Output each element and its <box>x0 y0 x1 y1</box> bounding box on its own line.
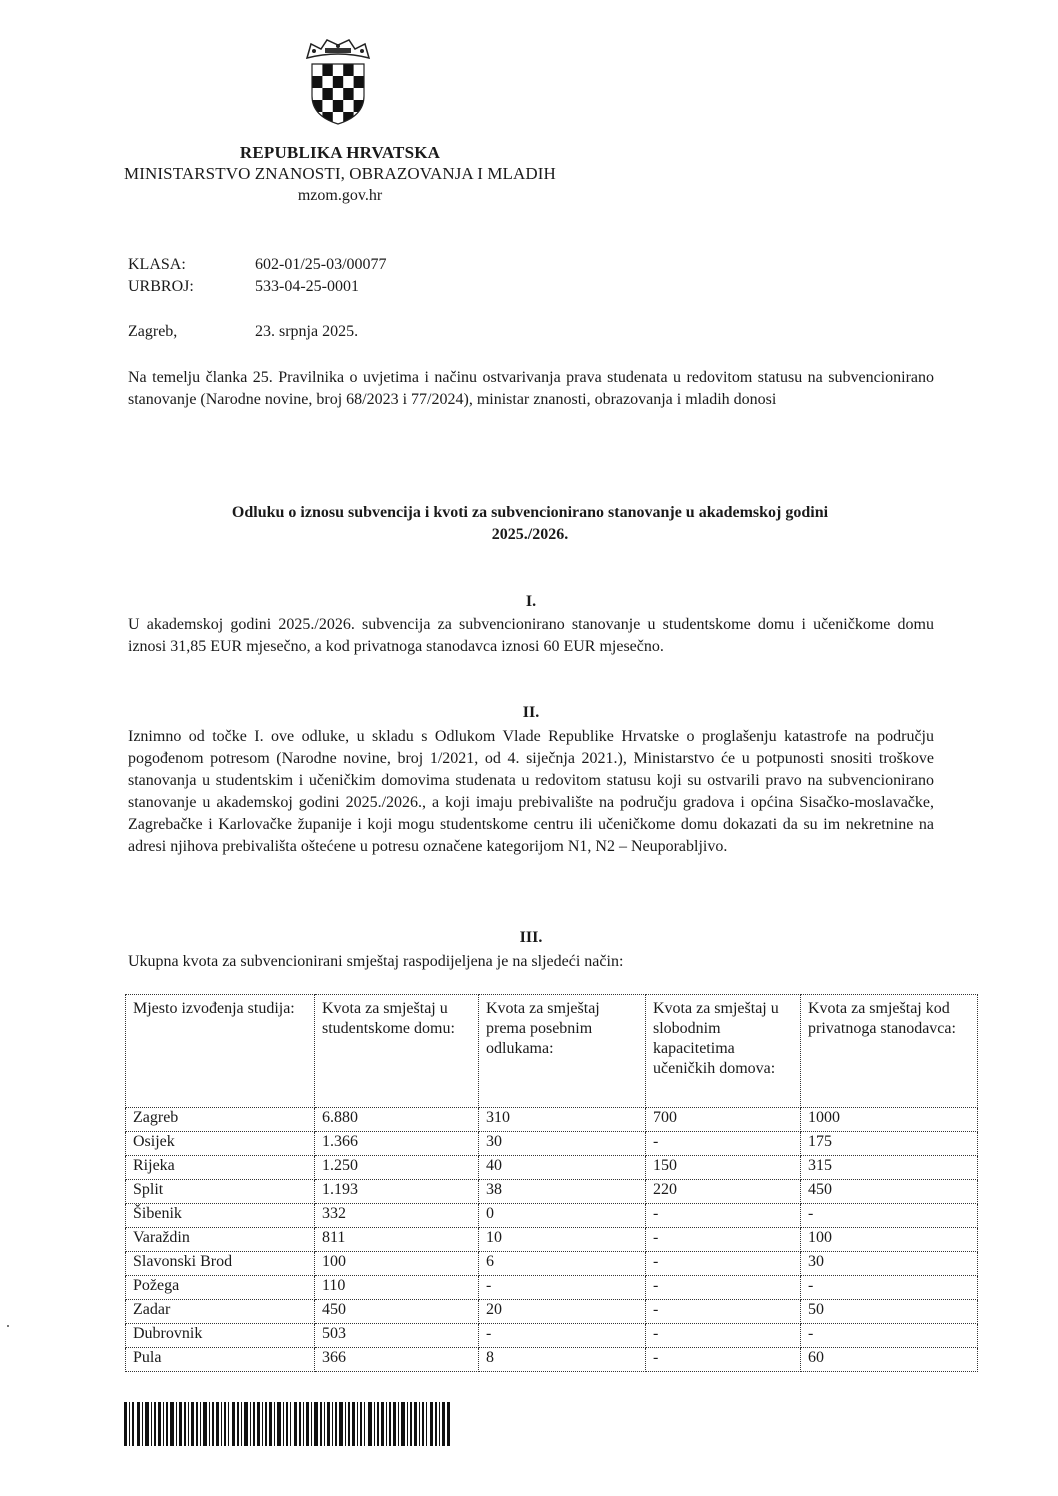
cell-student-dorm: 100 <box>315 1252 479 1276</box>
cell-city: Dubrovnik <box>126 1324 315 1348</box>
cell-private: 450 <box>801 1180 978 1204</box>
cell-city: Slavonski Brod <box>126 1252 315 1276</box>
header-pupil-dorm-quota: Kvota za smještaj u slobodnim kapacitetima učeničkih domova: <box>646 995 801 1108</box>
ministry-website: mzom.gov.hr <box>297 187 383 204</box>
section-1-text: U akademskoj godini 2025./2026. subvencija za subvencionirano stanovanje u studentskome domu i učeničkome domu iznosi 31,85 EUR mjesečno, a kod privatnoga stanodavca iznosi 60 EUR mjesečno. <box>128 616 934 655</box>
urbroj-label: URBROJ: <box>128 278 194 295</box>
cell-pupil-dorm: - <box>646 1324 801 1348</box>
margin-mark <box>7 1325 9 1327</box>
cell-special: 40 <box>479 1156 646 1180</box>
cell-student-dorm: 503 <box>315 1324 479 1348</box>
cell-private: 60 <box>801 1348 978 1372</box>
cell-special: - <box>479 1276 646 1300</box>
cell-private: 175 <box>801 1132 978 1156</box>
cell-private: 1000 <box>801 1108 978 1132</box>
preamble-paragraph: Na temelju članka 25. Pravilnika o uvjetima i načinu ostvarivanja prava studenata u redovitom statusu na subvencionirano stanovanje (Narodne novine, broj 68/2023 i 77/2024), ministar znanosti, obrazovanja i mladih donosi <box>128 369 934 408</box>
cell-pupil-dorm: - <box>646 1276 801 1300</box>
cell-private: 100 <box>801 1228 978 1252</box>
cell-student-dorm: 6.880 <box>315 1108 479 1132</box>
cell-pupil-dorm: - <box>646 1252 801 1276</box>
country-name: REPUBLIKA HRVATSKA <box>239 143 441 162</box>
cell-student-dorm: 332 <box>315 1204 479 1228</box>
urbroj-value: 533-04-25-0001 <box>255 278 359 295</box>
cell-special: 20 <box>479 1300 646 1324</box>
cell-pupil-dorm: - <box>646 1132 801 1156</box>
table-row <box>126 1324 978 1348</box>
table-row <box>126 1252 978 1276</box>
section-1-number: I. <box>525 593 537 610</box>
decision-title-line2: 2025./2026. <box>491 526 569 543</box>
table-row <box>126 1300 978 1324</box>
section-2-text: Iznimno od točke I. ove odluke, u skladu s Odlukom Vlade Republike Hrvatske o proglašenju katastrofe na području pogođenom potresom (Narodne novine, broj 1/2021, od 4. siječnja 2021.), Ministarstvo će u potpunosti snositi troškove stanovanja u studentskim i učeničkim domovima studenata u redovitom statusu koji su ostvarili pravo na subvencionirano stanovanje u akademskoj godini 2025./2026., a koji imaju prebivalište na području gradova i općina Sisačko-moslavačke, Zagrebačke i Karlovačke županije i koji mogu studentskome centru ili učeničkome domu dokazati da su im nekretnine na adresi njihova prebivališta oštećene u potresu označene kategorijom N1, N2 – Neuporabljivo. <box>128 728 934 855</box>
table-row <box>126 1156 978 1180</box>
cell-private: - <box>801 1324 978 1348</box>
cell-student-dorm: 1.366 <box>315 1132 479 1156</box>
header-student-dorm-quota: Kvota za smještaj u studentskome domu: <box>315 995 479 1108</box>
section-3-number: III. <box>519 929 543 946</box>
cell-private: - <box>801 1276 978 1300</box>
cell-student-dorm: 1.193 <box>315 1180 479 1204</box>
cell-pupil-dorm: - <box>646 1204 801 1228</box>
cell-city: Osijek <box>126 1132 315 1156</box>
cell-pupil-dorm: 150 <box>646 1156 801 1180</box>
section-2-number: II. <box>522 704 540 721</box>
cell-special: 0 <box>479 1204 646 1228</box>
place-label: Zagreb, <box>128 323 178 340</box>
cell-special: 30 <box>479 1132 646 1156</box>
cell-student-dorm: 1.250 <box>315 1156 479 1180</box>
cell-city: Požega <box>126 1276 315 1300</box>
cell-student-dorm: 450 <box>315 1300 479 1324</box>
klasa-label: KLASA: <box>128 256 186 273</box>
table-row <box>126 1204 978 1228</box>
cell-pupil-dorm: 220 <box>646 1180 801 1204</box>
cell-special: 38 <box>479 1180 646 1204</box>
cell-private: 315 <box>801 1156 978 1180</box>
quota-table <box>125 994 978 1372</box>
document-date: 23. srpnja 2025. <box>255 323 359 340</box>
cell-special: 10 <box>479 1228 646 1252</box>
table-row <box>126 1276 978 1300</box>
cell-special: 8 <box>479 1348 646 1372</box>
cell-private: 30 <box>801 1252 978 1276</box>
table-row <box>126 1132 978 1156</box>
table-row <box>126 1228 978 1252</box>
cell-student-dorm: 366 <box>315 1348 479 1372</box>
cell-student-dorm: 110 <box>315 1276 479 1300</box>
cell-city: Pula <box>126 1348 315 1372</box>
header-special-decisions-quota: Kvota za smještaj prema posebnim odlukama: <box>479 995 646 1108</box>
cell-city: Split <box>126 1180 315 1204</box>
cell-private: - <box>801 1204 978 1228</box>
cell-special: 6 <box>479 1252 646 1276</box>
barcode-icon <box>124 1402 450 1446</box>
cell-pupil-dorm: 700 <box>646 1108 801 1132</box>
table-row <box>126 1348 978 1372</box>
cell-private: 50 <box>801 1300 978 1324</box>
cell-city: Šibenik <box>126 1204 315 1228</box>
cell-city: Varaždin <box>126 1228 315 1252</box>
cell-pupil-dorm: - <box>646 1228 801 1252</box>
coat-of-arms-icon <box>303 36 373 126</box>
cell-city: Zadar <box>126 1300 315 1324</box>
decision-title-line1: Odluku o iznosu subvencija i kvoti za subvencionirano stanovanje u akademskoj godini <box>231 504 829 521</box>
table-header-row <box>126 995 978 1108</box>
klasa-value: 602-01/25-03/00077 <box>255 256 387 273</box>
header-private-landlord-quota: Kvota za smještaj kod privatnoga stanodavca: <box>801 995 978 1108</box>
cell-special: - <box>479 1324 646 1348</box>
cell-city: Rijeka <box>126 1156 315 1180</box>
table-row <box>126 1180 978 1204</box>
cell-pupil-dorm: - <box>646 1300 801 1324</box>
ministry-name: MINISTARSTVO ZNANOSTI, OBRAZOVANJA I MLADIH <box>124 164 556 183</box>
cell-pupil-dorm: - <box>646 1348 801 1372</box>
table-row <box>126 1108 978 1132</box>
decision-title <box>150 502 910 546</box>
section-3-text: Ukupna kvota za subvencionirani smještaj raspodijeljena je na sljedeći način: <box>128 953 624 970</box>
cell-city: Zagreb <box>126 1108 315 1132</box>
header-city: Mjesto izvođenja studija: <box>126 995 315 1108</box>
cell-special: 310 <box>479 1108 646 1132</box>
cell-student-dorm: 811 <box>315 1228 479 1252</box>
